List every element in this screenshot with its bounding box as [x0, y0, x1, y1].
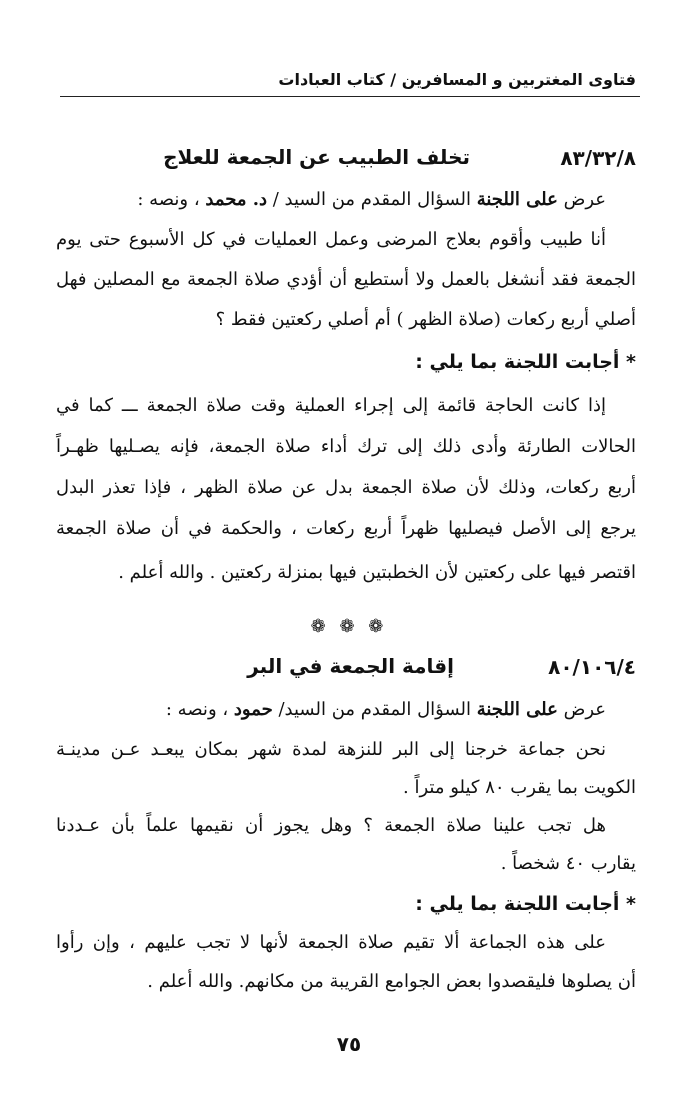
intro-text: عرض — [557, 189, 606, 210]
answer-line: على هذه الجماعة ألا تقيم صلاة الجمعة لأنها لا تجب عليهم ، وإن رأوا — [56, 932, 606, 953]
answer-label: * أجابت اللجنة بما يلي : — [415, 351, 636, 373]
fatwa-title: إقامة الجمعة في البر — [247, 654, 454, 678]
intro-text: عرض — [557, 699, 606, 720]
question-line: الجمعة فقد أنشغل بالعمل ولا أستطيع أن أؤدي صلاة الجمعة مع المصلين فهل — [56, 269, 636, 290]
intro-committee: على اللجنة — [476, 189, 558, 210]
intro-committee: على اللجنة — [476, 699, 558, 720]
fatwa-intro — [137, 189, 606, 210]
fatwa-title: تخلف الطبيب عن الجمعة للعلاج — [163, 145, 470, 169]
intro-name: حمود — [233, 699, 273, 720]
answer-line: الحالات الطارئة وأدى ذلك إلى ترك أداء صلاة الجمعة، فإنه يصـليها ظهـراً — [56, 436, 636, 457]
answer-line: يرجع إلى الأصل فيصليها ظهراً أربع ركعات ، والحكمة في أن صلاة الجمعة — [56, 518, 636, 539]
answer-line: إذا كانت الحاجة قائمة إلى إجراء العملية وقت صلاة الجمعة ـــ كما في — [56, 395, 606, 416]
answer-label: * أجابت اللجنة بما يلي : — [415, 893, 636, 915]
intro-text: السؤال المقدم من السيد/ — [272, 699, 477, 720]
answer-line: أن يصلوها فليقصدوا بعض الجوامع القريبة من مكانهم. والله أعلم . — [147, 971, 636, 992]
answer-line: اقتصر فيها على ركعتين لأن الخطبتين فيها بمنزلة ركعتين . والله أعلم . — [118, 562, 636, 583]
intro-name: د. محمد — [205, 189, 268, 210]
fatwa-number: ٨٠/١٠٦/٤ — [548, 655, 636, 679]
page-number: ٧٥ — [336, 1032, 362, 1056]
fatwa-intro — [166, 699, 606, 720]
question-line: نحن جماعة خرجنا إلى البر للنزهة لمدة شهر بمكان يبعـد عـن مدينـة — [56, 739, 606, 760]
question-line: أنا طبيب وأقوم بعلاج المرضى وعمل العمليات في كل الأسبوع حتى يوم — [56, 229, 606, 250]
question-line: هل تجب علينا صلاة الجمعة ؟ وهل يجوز أن نقيمها علماً بأن عـددنا — [56, 815, 606, 836]
intro-text: ، ونصه : — [165, 699, 234, 720]
question-line: الكويت بما يقرب ٨٠ كيلو متراً . — [403, 777, 636, 798]
question-line: أصلي أربع ركعات (صلاة الظهر ) أم أصلي ركعتين فقط ؟ — [215, 309, 636, 330]
fatwa-number: ٨٣/٣٢/٨ — [560, 146, 636, 170]
intro-text: السؤال المقدم من السيد / — [267, 189, 477, 210]
header-rule — [60, 96, 640, 97]
answer-line: أربع ركعات، وذلك لأن صلاة الجمعة بدل عن صلاة الظهر ، فإذا تعذر البدل — [56, 477, 636, 498]
intro-text: ، ونصه : — [137, 189, 206, 210]
section-ornament: ❁ ❁ ❁ — [310, 616, 388, 637]
question-line: يقارب ٤٠ شخصاً . — [500, 853, 636, 874]
running-header: فتاوى المغتربين و المسافرين / كتاب العبادات — [278, 70, 636, 89]
